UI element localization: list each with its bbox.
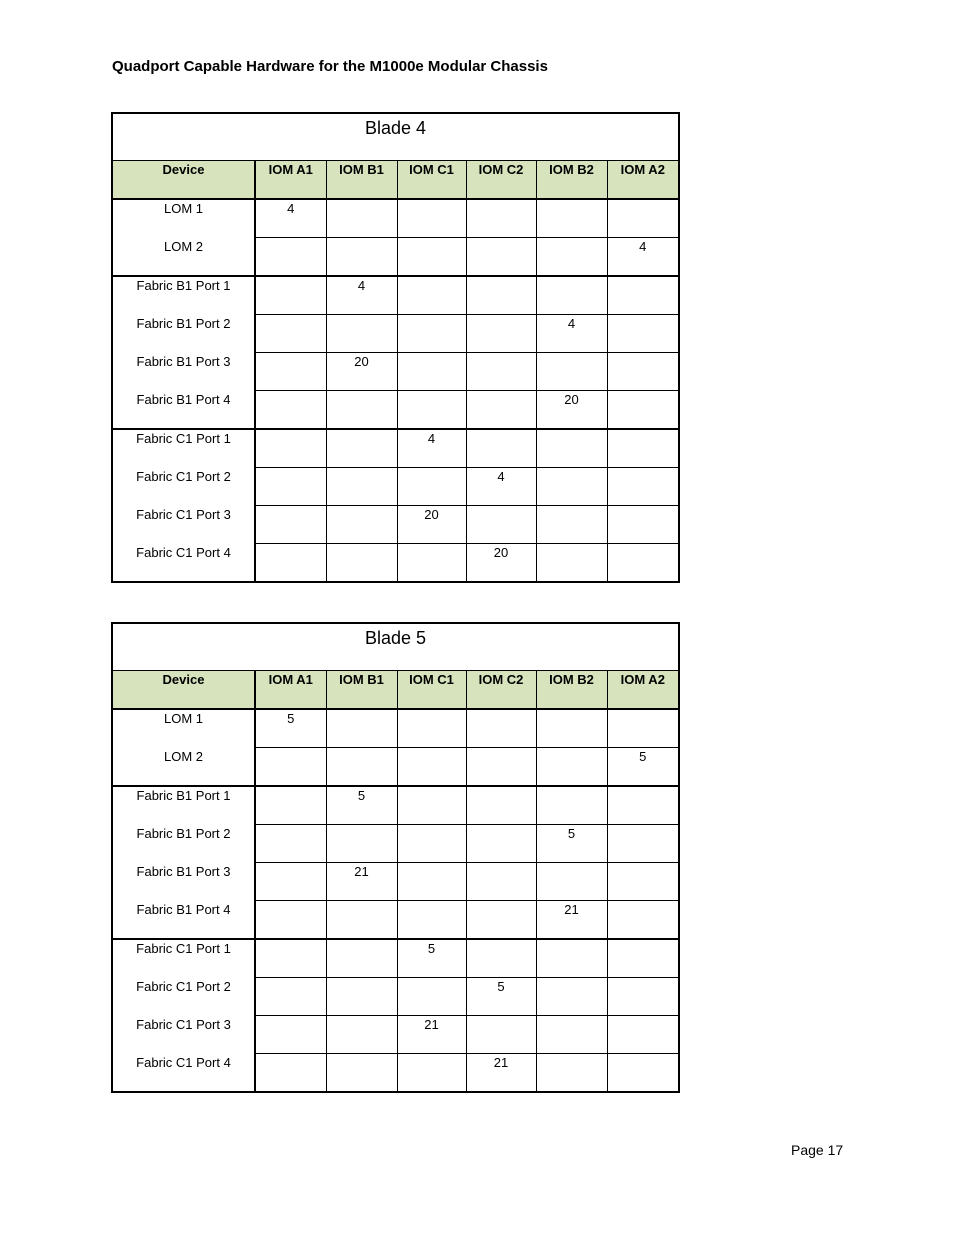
table-row (112, 468, 679, 506)
slot-cell (326, 544, 397, 583)
slot-cell: 4 (326, 276, 397, 315)
device-cell: Fabric B1 Port 4 (112, 901, 255, 940)
slot-cell (326, 315, 397, 353)
device-cell: LOM 1 (112, 199, 255, 238)
slot-cell (607, 544, 679, 583)
slot-cell (255, 786, 326, 825)
blade-4-table (111, 112, 680, 583)
slot-cell: 20 (326, 353, 397, 391)
slot-cell (466, 901, 536, 940)
slot-cell (255, 468, 326, 506)
slot-cell (255, 978, 326, 1016)
slot-cell (536, 709, 607, 748)
slot-cell (397, 901, 466, 940)
table-row (112, 709, 679, 748)
table-row (112, 748, 679, 787)
slot-cell: 21 (326, 863, 397, 901)
device-cell: Fabric B1 Port 2 (112, 315, 255, 353)
table-row (112, 238, 679, 277)
device-cell: LOM 2 (112, 238, 255, 277)
slot-cell (326, 468, 397, 506)
slot-cell: 4 (607, 238, 679, 277)
column-header: IOM B2 (536, 671, 607, 710)
table-row (112, 391, 679, 430)
table-row (112, 353, 679, 391)
slot-cell: 5 (397, 939, 466, 978)
device-cell: Fabric C1 Port 2 (112, 468, 255, 506)
slot-cell: 21 (466, 1054, 536, 1093)
slot-cell (326, 506, 397, 544)
slot-cell (397, 978, 466, 1016)
slot-cell (255, 1054, 326, 1093)
table-title-row (112, 623, 679, 671)
slot-cell (466, 429, 536, 468)
slot-cell (326, 1016, 397, 1054)
column-header: Device (112, 161, 255, 200)
slot-cell (536, 748, 607, 787)
slot-cell: 21 (536, 901, 607, 940)
slot-cell (466, 199, 536, 238)
slot-cell (255, 276, 326, 315)
slot-cell (536, 1054, 607, 1093)
header-row (112, 161, 679, 200)
slot-cell (326, 825, 397, 863)
slot-cell: 5 (326, 786, 397, 825)
slot-cell (255, 825, 326, 863)
slot-cell (536, 429, 607, 468)
slot-cell: 4 (255, 199, 326, 238)
slot-cell (326, 1054, 397, 1093)
slot-cell (536, 199, 607, 238)
column-header: IOM A2 (607, 671, 679, 710)
slot-cell (397, 315, 466, 353)
slot-cell (607, 276, 679, 315)
slot-cell (607, 1016, 679, 1054)
slot-cell (255, 353, 326, 391)
header-row (112, 671, 679, 710)
slot-cell (466, 863, 536, 901)
slot-cell: 4 (536, 315, 607, 353)
table-row (112, 1054, 679, 1093)
slot-cell (536, 863, 607, 901)
column-header: IOM C2 (466, 161, 536, 200)
table-row (112, 901, 679, 940)
device-cell: Fabric C1 Port 1 (112, 429, 255, 468)
slot-cell (397, 391, 466, 430)
table-row (112, 1016, 679, 1054)
slot-cell: 5 (607, 748, 679, 787)
slot-cell (326, 939, 397, 978)
table-row (112, 825, 679, 863)
slot-cell (536, 978, 607, 1016)
slot-cell (397, 468, 466, 506)
slot-cell: 21 (397, 1016, 466, 1054)
slot-cell (326, 709, 397, 748)
slot-cell (536, 276, 607, 315)
slot-cell (397, 786, 466, 825)
column-header: IOM C1 (397, 671, 466, 710)
slot-cell (466, 825, 536, 863)
slot-cell (397, 238, 466, 277)
table-row (112, 276, 679, 315)
slot-cell (397, 825, 466, 863)
slot-cell (466, 939, 536, 978)
slot-cell (536, 238, 607, 277)
slot-cell (397, 709, 466, 748)
slot-cell (607, 709, 679, 748)
device-cell: LOM 2 (112, 748, 255, 787)
slot-cell (466, 238, 536, 277)
slot-cell (466, 506, 536, 544)
column-header: IOM A1 (255, 671, 326, 710)
slot-cell (397, 748, 466, 787)
slot-cell (607, 901, 679, 940)
slot-cell (466, 709, 536, 748)
slot-cell: 4 (397, 429, 466, 468)
column-header: IOM A1 (255, 161, 326, 200)
slot-cell (255, 748, 326, 787)
slot-cell (536, 1016, 607, 1054)
device-cell: Fabric B1 Port 1 (112, 276, 255, 315)
column-header: IOM C1 (397, 161, 466, 200)
page-number: Page 17 (791, 1142, 844, 1158)
slot-cell (536, 353, 607, 391)
slot-cell (466, 353, 536, 391)
device-cell: LOM 1 (112, 709, 255, 748)
column-header: IOM B1 (326, 161, 397, 200)
slot-cell (536, 468, 607, 506)
slot-cell (255, 391, 326, 430)
device-cell: Fabric C1 Port 1 (112, 939, 255, 978)
table-title: Blade 4 (112, 113, 679, 161)
slot-cell (466, 748, 536, 787)
slot-cell (326, 901, 397, 940)
slot-cell (607, 429, 679, 468)
device-cell: Fabric C1 Port 4 (112, 1054, 255, 1093)
blade-5-table (111, 622, 680, 1093)
slot-cell (536, 506, 607, 544)
slot-cell (326, 238, 397, 277)
table-row (112, 939, 679, 978)
slot-cell (607, 199, 679, 238)
slot-cell (326, 978, 397, 1016)
slot-cell: 5 (255, 709, 326, 748)
slot-cell (326, 391, 397, 430)
slot-cell (607, 468, 679, 506)
slot-cell (326, 748, 397, 787)
column-header: IOM B2 (536, 161, 607, 200)
slot-cell (607, 978, 679, 1016)
slot-cell (397, 1054, 466, 1093)
device-cell: Fabric B1 Port 2 (112, 825, 255, 863)
slot-cell: 5 (466, 978, 536, 1016)
column-header: Device (112, 671, 255, 710)
slot-cell (466, 1016, 536, 1054)
slot-cell (326, 429, 397, 468)
table-row (112, 978, 679, 1016)
table-row (112, 315, 679, 353)
slot-cell (607, 825, 679, 863)
slot-cell (397, 276, 466, 315)
slot-cell (536, 544, 607, 583)
slot-cell: 4 (466, 468, 536, 506)
table-row (112, 863, 679, 901)
table-row (112, 506, 679, 544)
device-cell: Fabric C1 Port 2 (112, 978, 255, 1016)
slot-cell (466, 391, 536, 430)
slot-cell (607, 391, 679, 430)
device-cell: Fabric C1 Port 3 (112, 1016, 255, 1054)
slot-cell: 20 (466, 544, 536, 583)
document-title: Quadport Capable Hardware for the M1000e Modular Chassis (112, 58, 548, 75)
slot-cell (255, 506, 326, 544)
slot-cell: 5 (536, 825, 607, 863)
device-cell: Fabric B1 Port 3 (112, 863, 255, 901)
device-cell: Fabric B1 Port 4 (112, 391, 255, 430)
slot-cell (397, 863, 466, 901)
slot-cell (466, 786, 536, 825)
slot-cell (255, 901, 326, 940)
slot-cell (255, 238, 326, 277)
slot-cell (255, 939, 326, 978)
slot-cell (255, 315, 326, 353)
column-header: IOM A2 (607, 161, 679, 200)
slot-cell: 20 (397, 506, 466, 544)
device-cell: Fabric C1 Port 4 (112, 544, 255, 583)
slot-cell (536, 939, 607, 978)
slot-cell (397, 544, 466, 583)
table-title-row (112, 113, 679, 161)
column-header: IOM C2 (466, 671, 536, 710)
table-title: Blade 5 (112, 623, 679, 671)
table-row (112, 544, 679, 583)
slot-cell (607, 786, 679, 825)
slot-cell (255, 429, 326, 468)
device-cell: Fabric B1 Port 3 (112, 353, 255, 391)
slot-cell (255, 1016, 326, 1054)
slot-cell (255, 544, 326, 583)
slot-cell (255, 863, 326, 901)
device-cell: Fabric C1 Port 3 (112, 506, 255, 544)
table-row (112, 199, 679, 238)
device-cell: Fabric B1 Port 1 (112, 786, 255, 825)
table-row (112, 429, 679, 468)
slot-cell: 20 (536, 391, 607, 430)
slot-cell (397, 353, 466, 391)
column-header: IOM B1 (326, 671, 397, 710)
slot-cell (326, 199, 397, 238)
slot-cell (607, 506, 679, 544)
slot-cell (607, 863, 679, 901)
slot-cell (607, 939, 679, 978)
slot-cell (607, 315, 679, 353)
slot-cell (607, 353, 679, 391)
table-row (112, 786, 679, 825)
slot-cell (466, 315, 536, 353)
slot-cell (607, 1054, 679, 1093)
slot-cell (397, 199, 466, 238)
slot-cell (466, 276, 536, 315)
slot-cell (536, 786, 607, 825)
